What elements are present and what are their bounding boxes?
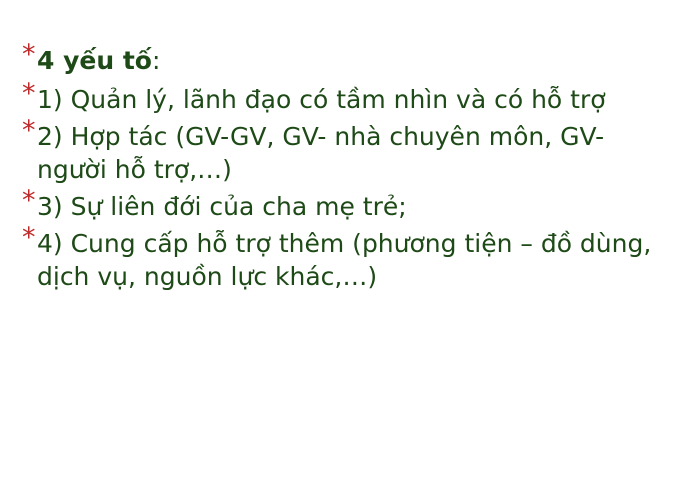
heading-label: 4 yếu tố [37, 46, 152, 75]
list-item-4 [22, 222, 662, 293]
heading-bullet [22, 39, 662, 77]
heading-text [37, 44, 662, 77]
bullet-star-icon: * [22, 39, 36, 70]
list-item-text: 2) Hợp tác (GV-GV, GV- nhà chuyên môn, GV-người hỗ trợ,…) [37, 122, 605, 184]
list-item-text: 3) Sự liên đới của cha mẹ trẻ; [37, 192, 407, 221]
bullet-star-icon: * [22, 222, 36, 253]
heading-suffix: : [151, 46, 161, 75]
list-item-3 [22, 185, 662, 223]
bullet-star-icon: * [22, 115, 36, 146]
bullet-star-icon: * [22, 78, 36, 109]
bullet-star-icon: * [22, 185, 36, 216]
list-item-text: 4) Cung cấp hỗ trợ thêm (phương tiện – đồ dùng, dịch vụ, nguồn lực khác,…) [37, 229, 652, 291]
list-item-2 [22, 115, 662, 186]
bullet-list [22, 39, 662, 297]
list-item-1 [22, 78, 662, 116]
list-item-text: 1) Quản lý, lãnh đạo có tầm nhìn và có hỗ trợ [37, 85, 606, 114]
